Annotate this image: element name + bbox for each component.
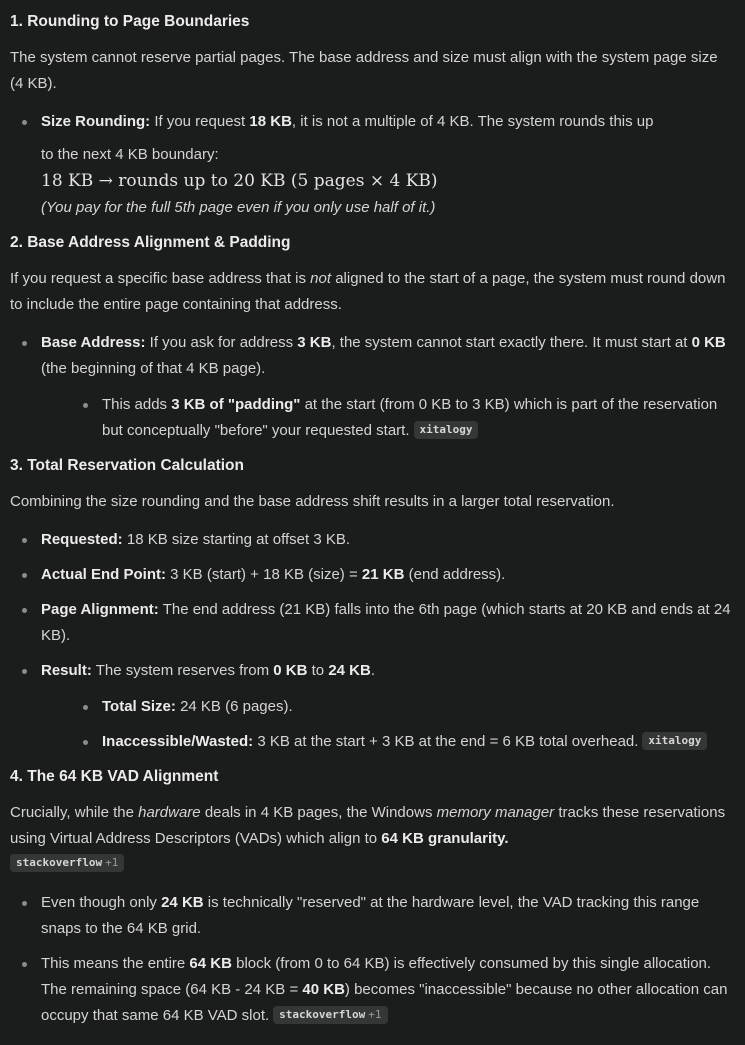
text-segment: Total Size: [102,698,176,715]
text-segment: 18 KB size starting at offset 3 KB. [122,531,351,548]
section-2-heading: 2. Base Address Alignment & Padding [10,234,291,251]
text-segment: Inaccessible/Wasted: [102,733,254,750]
text-segment: 3 KB at the start + 3 KB at the end = 6 KB total overhead. [253,733,639,750]
list-item-text [41,658,735,684]
text-segment: 3 KB of "padding" [171,396,301,413]
text-segment: block (from 0 to 64 KB) is effectively consumed by this single allocation. The remaining space (64 KB - 24 KB = [41,955,712,998]
text-segment: Combining the size rounding and the base address shift results in a larger total reservation. [10,493,615,510]
section-1-bullet-list [10,109,735,221]
section-4-intro-paragraph [10,800,735,852]
text-segment: The system cannot reserve partial pages. The base address and size must align with the system page size (4 KB). [10,49,718,92]
text-segment: hardware [138,804,201,821]
list-item [71,729,735,755]
text-segment: 21 KB [361,566,405,583]
citation-source-label: stackoverflow [279,1008,366,1021]
text-segment: 40 KB [302,981,345,998]
text-segment: (You pay for the full 5th page even if you only use half of it.) [41,199,436,216]
section-2-intro-paragraph [10,266,735,318]
text-segment: , the system cannot start exactly there. It must start at [331,334,692,351]
list-item [10,658,735,755]
text-segment: 3 KB (start) + 18 KB (size) = [166,566,362,583]
list-item [71,392,735,444]
list-item-text [41,890,735,942]
text-segment: Crucially, while the [10,804,139,821]
citation-badge[interactable] [10,854,124,872]
list-item-text [41,562,735,588]
list-item-text [41,142,735,168]
text-segment: If you request [150,113,250,130]
text-segment: ) becomes "inaccessible" because no other allocation can occupy that same 64 KB VAD slot. [41,981,728,1024]
citation-count: +1 [105,856,119,869]
text-segment: Size Rounding: [41,113,151,130]
text-segment: (the beginning of that 4 KB page). [41,360,266,377]
citation-badge[interactable] [642,732,707,750]
section-3-bullet-list [10,527,735,755]
text-segment: deals in 4 KB pages, the Windows [200,804,437,821]
text-segment: , it is not a multiple of 4 KB. The system rounds this up [291,113,654,130]
list-item-text [102,694,735,720]
text-segment: at the start (from 0 KB to 3 KB) which is part of the reservation but conceptually "before" your requested start. [102,396,718,439]
section-4-heading: 4. The 64 KB VAD Alignment [10,768,219,785]
list-item [10,330,735,444]
list-item [10,109,735,221]
list-item-text [41,597,735,649]
section-1-intro-paragraph [10,45,735,97]
nested-bullet-list [71,694,735,755]
section-3-heading: 3. Total Reservation Calculation [10,457,244,474]
citation-badge-line [10,854,735,874]
text-segment: This means the entire [41,955,190,972]
text-segment: to the next 4 KB boundary: [41,146,219,163]
list-item [10,890,735,942]
text-segment: 18 KB → rounds up to 20 KB (5 pages × 4 KB) [41,171,438,191]
italic-note [41,195,735,221]
list-item [10,597,735,649]
text-segment: 18 KB [249,113,292,130]
list-item [10,562,735,588]
text-segment: 24 KB [161,894,204,911]
text-segment: Base Address: [41,334,146,351]
text-segment: 3 KB [297,334,332,351]
list-item [10,951,735,1029]
text-segment: to [307,662,329,679]
section-4-bullet-list [10,890,735,1029]
list-item-text [41,527,735,553]
text-segment: The system reserves from [91,662,274,679]
nested-bullet-list [71,392,735,444]
list-item-text [102,729,735,755]
list-item [10,527,735,553]
text-segment: If you request a specific base address that is [10,270,311,287]
citation-badge[interactable] [273,1006,387,1024]
text-segment: The end address (21 KB) falls into the 6th page (which starts at 20 KB and ends at 24 KB). [41,601,731,644]
text-segment: 24 KB (6 pages). [175,698,293,715]
text-segment: memory manager [436,804,555,821]
list-item-text [41,330,735,382]
text-segment: This adds [102,396,172,413]
section-1-heading: 1. Rounding to Page Boundaries [10,13,250,30]
list-item-text [41,951,735,1029]
text-segment: If you ask for address [145,334,298,351]
text-segment: tracks these reservations using Virtual Address Descriptors (VADs) which align to [10,804,726,847]
text-segment: 0 KB [273,662,308,679]
text-segment: 64 KB [189,955,232,972]
math-expression [41,168,735,195]
list-item-text [41,109,735,135]
section-2-bullet-list [10,330,735,444]
citation-source-label: xitalogy [648,734,702,747]
text-segment: Actual End Point: [41,566,166,583]
citation-source-label: xitalogy [419,423,473,436]
text-segment: not [310,270,332,287]
text-segment: (end address). [404,566,506,583]
citation-source-label: stackoverflow [16,856,103,869]
text-segment: . [370,662,376,679]
section-3-intro-paragraph [10,489,735,515]
text-segment: is technically "reserved" at the hardware level, the VAD tracking this range snaps to the 64 KB grid. [41,894,700,937]
text-segment: Even though only [41,894,162,911]
citation-count: +1 [368,1008,382,1021]
text-segment: 0 KB [691,334,726,351]
text-segment: 64 KB granularity. [381,830,509,847]
text-segment: aligned to the start of a page, the system must round down to include the entire page containing that address. [10,270,726,313]
list-item-text [102,392,735,444]
text-segment: Requested: [41,531,123,548]
text-segment: Page Alignment: [41,601,159,618]
text-segment: 24 KB [328,662,371,679]
citation-badge[interactable] [414,421,479,439]
text-segment: Result: [41,662,92,679]
list-item [71,694,735,720]
